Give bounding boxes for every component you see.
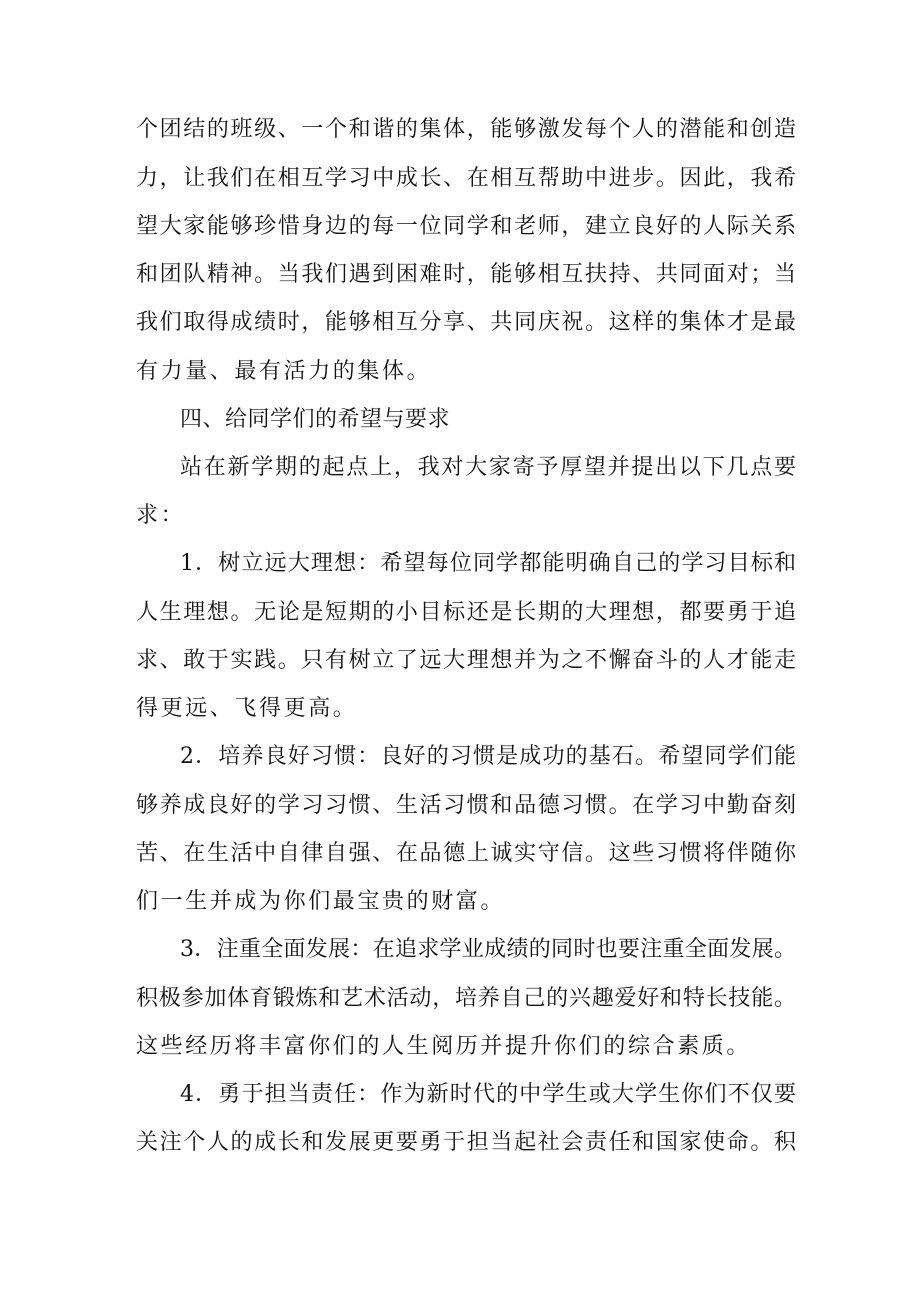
- section-heading: 四、给同学们的希望与要求: [180, 407, 451, 432]
- paragraph-line: 个团结的班级、一个和谐的集体，能够激发每个人的潜能和创造: [136, 117, 796, 142]
- paragraph-line: 够养成良好的学习习惯、生活习惯和品德习惯。在学习中勤奋刻: [136, 793, 796, 818]
- paragraph-line: 们一生并成为你们最宝贵的财富。: [136, 889, 506, 914]
- list-item-line: 2．培养良好习惯：良好的习惯是成功的基石。希望同学们能: [180, 744, 796, 769]
- list-item-line: 1．树立远大理想：希望每位同学都能明确自己的学习目标和: [180, 551, 796, 576]
- paragraph-line: 有力量、最有活力的集体。: [136, 359, 432, 384]
- paragraph-line: 这些经历将丰富你们的人生阅历并提升你们的综合素质。: [136, 1034, 752, 1059]
- paragraph-line: 得更远、飞得更高。: [136, 696, 358, 721]
- paragraph-line: 和团队精神。当我们遇到困难时，能够相互扶持、共同面对；当: [136, 262, 796, 287]
- paragraph-line: 求：: [136, 503, 186, 528]
- paragraph-line: 人生理想。无论是短期的小目标还是长期的大理想，都要勇于追: [136, 600, 796, 625]
- list-item-line: 3．注重全面发展：在追求学业成绩的同时也要注重全面发展。: [180, 937, 796, 962]
- paragraph-line: 求、敢于实践。只有树立了远大理想并为之不懈奋斗的人才能走: [136, 648, 796, 673]
- list-item-line: 4．勇于担当责任：作为新时代的中学生或大学生你们不仅要: [180, 1082, 796, 1107]
- paragraph-line: 关注个人的成长和发展更要勇于担当起社会责任和国家使命。积: [136, 1130, 796, 1155]
- paragraph-line: 积极参加体育锻炼和艺术活动，培养自己的兴趣爱好和特长技能。: [136, 986, 796, 1011]
- paragraph-line: 站在新学期的起点上，我对大家寄予厚望并提出以下几点要: [180, 455, 796, 480]
- paragraph-line: 我们取得成绩时，能够相互分享、共同庆祝。这样的集体才是最: [136, 310, 796, 335]
- paragraph-line: 望大家能够珍惜身边的每一位同学和老师，建立良好的人际关系: [136, 214, 796, 239]
- paragraph-line: 苦、在生活中自律自强、在品德上诚实守信。这些习惯将伴随你: [136, 841, 796, 866]
- paragraph-line: 力，让我们在相互学习中成长、在相互帮助中进步。因此，我希: [136, 166, 796, 191]
